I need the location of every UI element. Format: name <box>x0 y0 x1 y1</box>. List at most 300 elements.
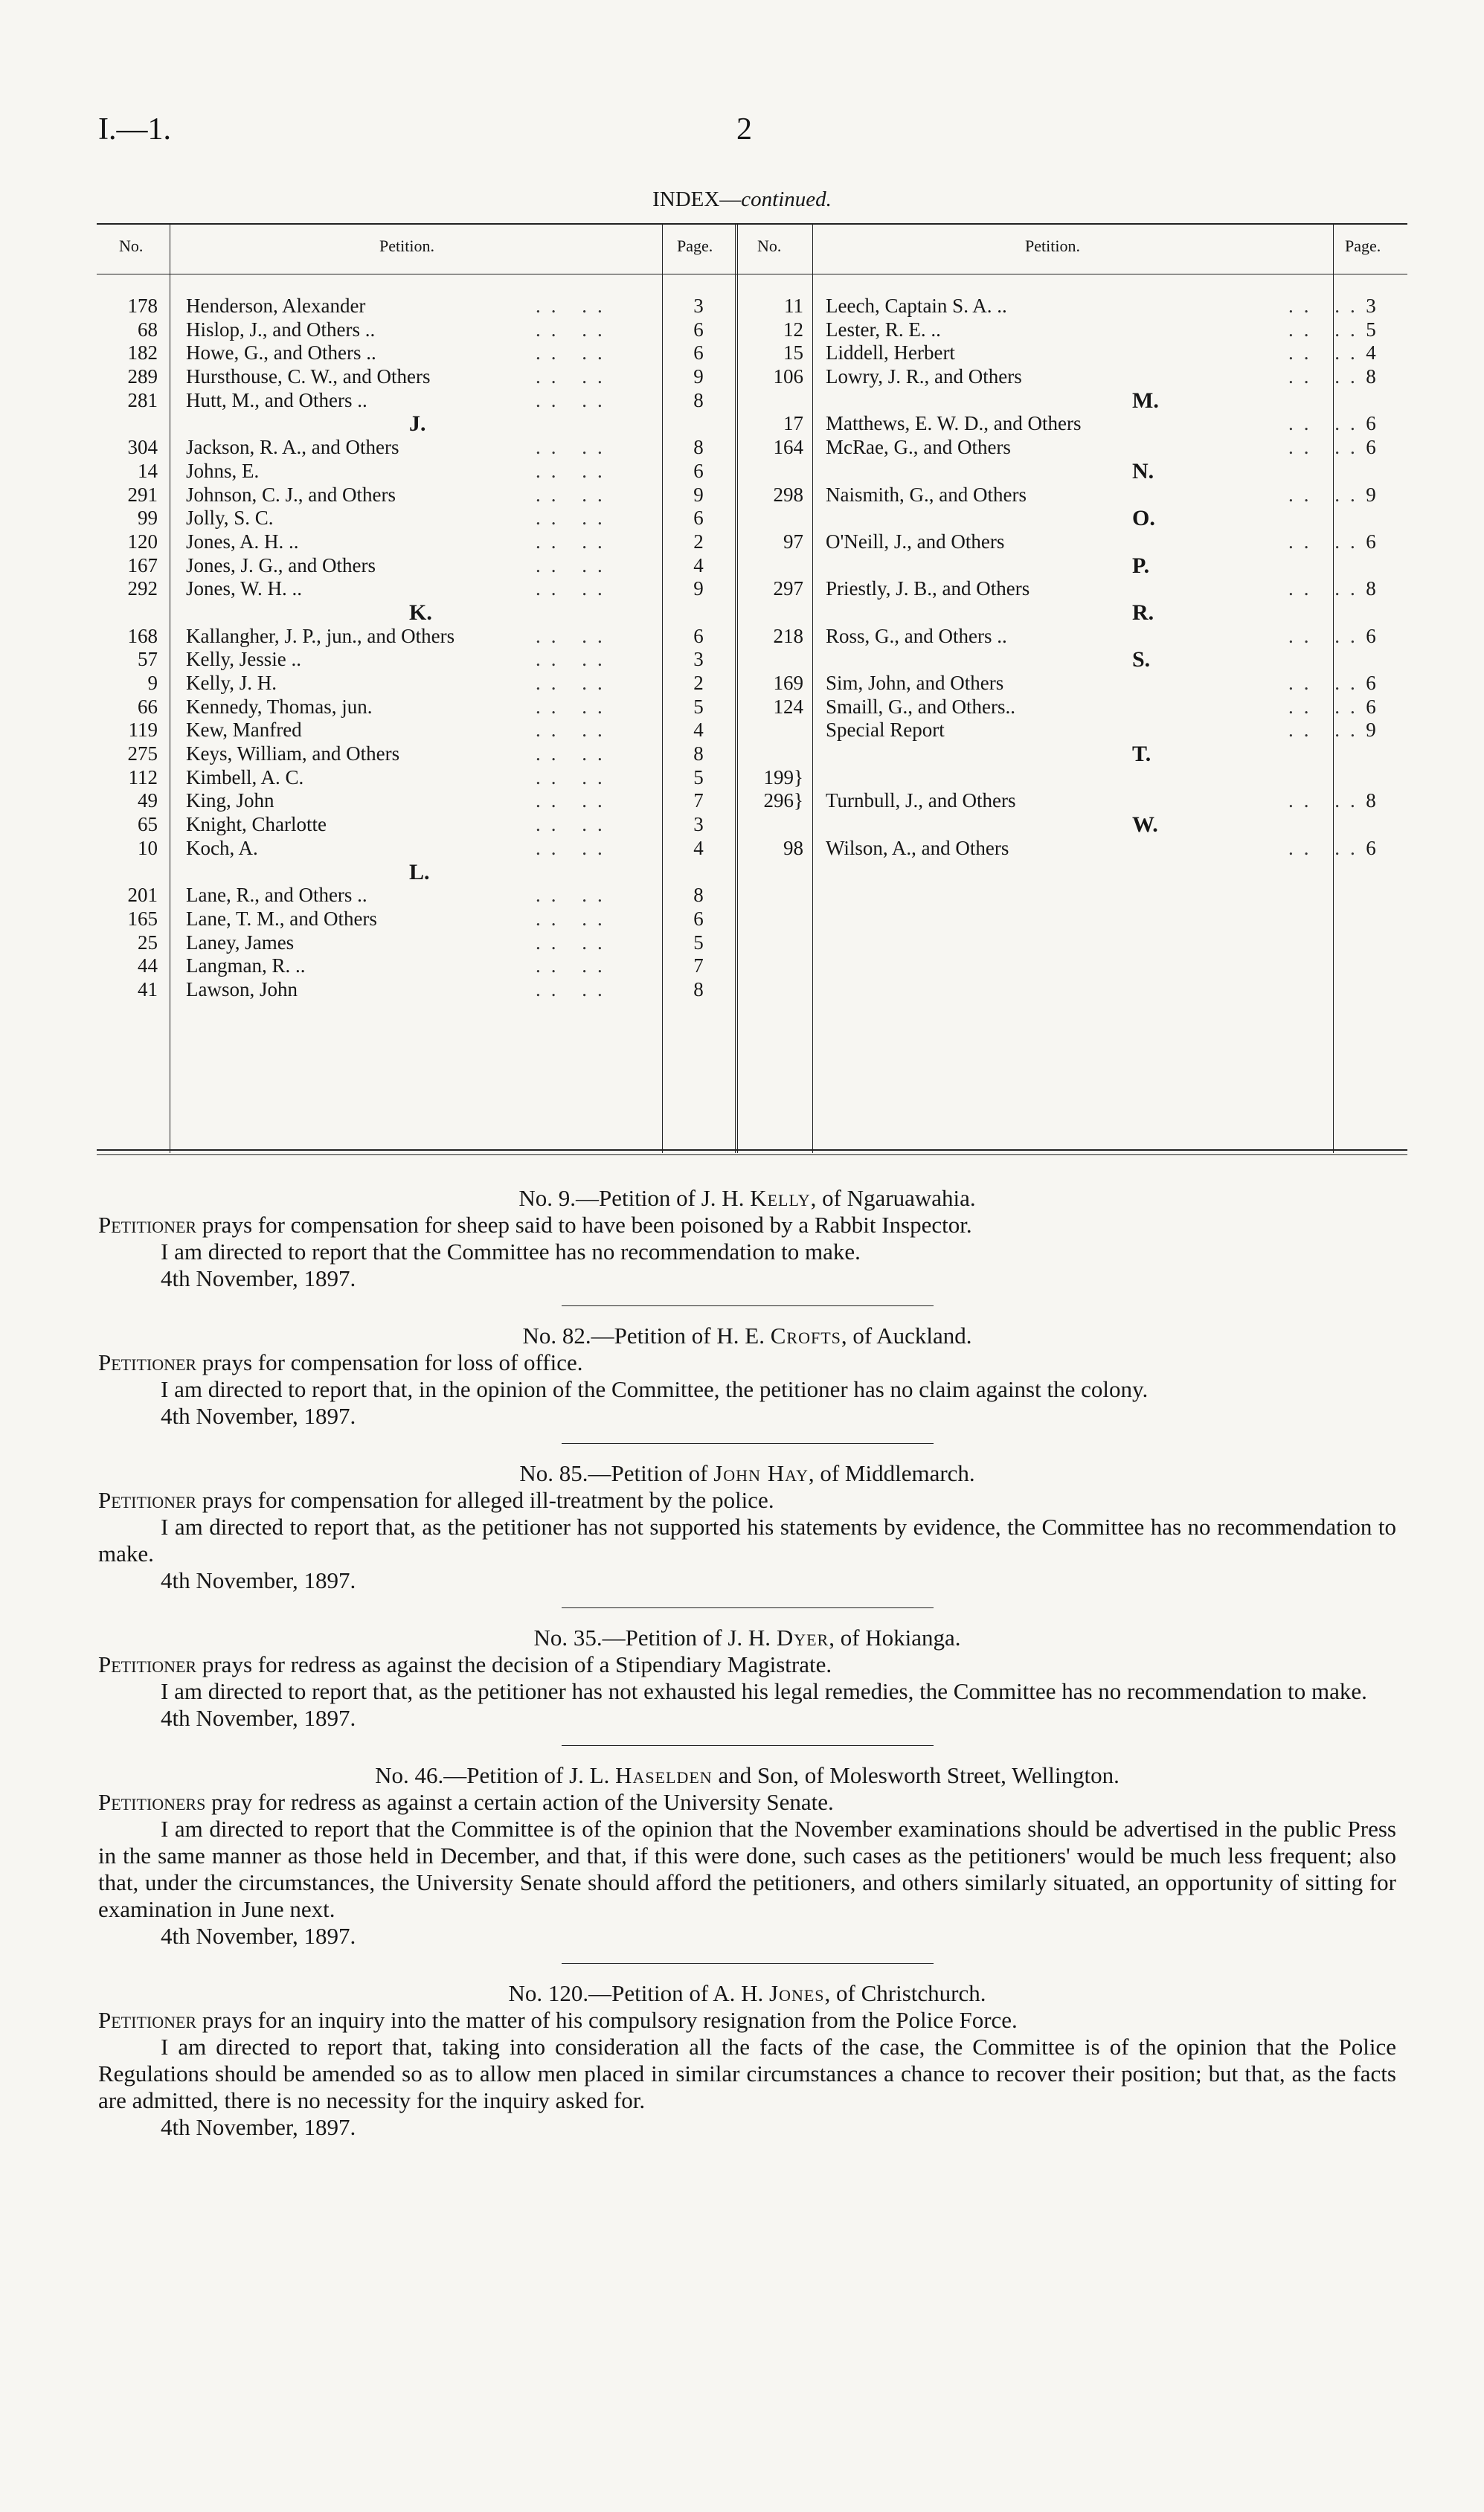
petitioner-name: Ross, G., and Others .. <box>826 624 1007 647</box>
leader-dots: .. .. <box>1288 836 1366 859</box>
index-row <box>97 318 735 342</box>
page-reference: 8 <box>1366 577 1376 600</box>
index-row <box>97 484 735 507</box>
prayer-text: prays for an inquiry into the matter of his compulsory resignation from the Police Force. <box>196 2007 1018 2033</box>
report-date: 4th November, 1897. <box>161 2114 356 2140</box>
petitioner-name: Keys, William, and Others <box>186 742 400 765</box>
report-date: 4th November, 1897. <box>161 1567 356 1593</box>
leader-dots: .. .. <box>536 884 613 907</box>
leader-dots: .. .. <box>536 295 613 317</box>
index-row <box>97 672 735 696</box>
index-row <box>97 295 735 318</box>
page-reference: 4 <box>693 836 704 859</box>
committee-report: I am directed to report that the Committee has no recommendation to make. <box>161 1239 861 1265</box>
page-reference: 8 <box>693 977 704 1000</box>
index-letter-heading <box>97 412 735 436</box>
leader-dots: .. .. <box>536 318 613 341</box>
index-row <box>97 460 735 484</box>
index-letter-heading <box>738 554 1407 578</box>
index-letter-heading <box>738 813 1407 837</box>
page-reference: 2 <box>693 530 704 553</box>
letter-text: P. <box>1132 553 1150 578</box>
petition-number: 106 <box>773 365 803 388</box>
petitioner-name: Koch, A. <box>186 836 258 859</box>
petitioner-name: Johns, E. <box>186 459 260 482</box>
petitioner-name: Laney, James <box>186 931 295 954</box>
petition-number: 49 <box>138 789 158 812</box>
index-row <box>97 554 735 578</box>
index-row <box>97 507 735 530</box>
petition-prayer <box>98 1651 1396 1678</box>
report-date: 4th November, 1897. <box>161 1923 356 1949</box>
leader-dots: .. .. <box>536 577 613 600</box>
petition-title-prefix: No. 46.—Petition of J. L. <box>375 1762 616 1788</box>
petitioner-name: Henderson, Alexander <box>186 295 366 317</box>
page-reference: 5 <box>693 931 704 954</box>
page-reference: 6 <box>693 907 704 930</box>
index-row <box>97 436 735 460</box>
index-row <box>97 954 735 978</box>
column-header-page: Page. <box>1345 237 1381 255</box>
petitioner-surname: John Hay <box>713 1460 809 1486</box>
leader-dots: .. .. <box>1288 789 1366 812</box>
letter-text: J. <box>409 411 426 437</box>
petition-number: 66 <box>138 695 158 718</box>
petition-number: 15 <box>783 341 803 364</box>
petition-number: 120 <box>127 530 158 553</box>
leader-dots: .. .. <box>536 530 613 553</box>
petitioner-lead: Petitioner <box>98 1651 197 1677</box>
index-row <box>97 577 735 601</box>
petition-title <box>98 1980 1396 2007</box>
page-reference: 8 <box>693 884 704 907</box>
leader-dots: .. .. <box>1288 365 1366 388</box>
leader-dots: .. .. <box>536 388 613 411</box>
leader-dots: .. .. <box>536 836 613 859</box>
page-reference: 6 <box>693 341 704 364</box>
letter-text: N. <box>1132 458 1154 484</box>
petitioner-name: Langman, R. .. <box>186 954 306 977</box>
leader-dots: .. .. <box>1288 672 1366 694</box>
page-reference: 9 <box>1366 719 1376 742</box>
index-letter-heading <box>738 507 1407 530</box>
leader-dots: .. .. <box>1288 719 1366 742</box>
petition-title <box>98 1762 1396 1789</box>
petitioner-name: Kew, Manfred <box>186 719 302 742</box>
petitioner-lead: Petitioner <box>98 1349 197 1375</box>
petitioner-name: Liddell, Herbert <box>826 341 955 364</box>
petition-number: 281 <box>127 388 158 411</box>
petition-title-prefix: No. 35.—Petition of J. H. <box>533 1625 777 1651</box>
index-row <box>738 789 1407 813</box>
page-reference: 8 <box>693 742 704 765</box>
committee-report: I am directed to report that the Committee is of the opinion that the November examinations should be advertised in the public Press in the same manner as those held in December, and that, if this were done, such cases as the petitioners' would be much less frequent; also that, under the circumstances, the University Senate should afford the petitioners, and others similarly situated, an opportunity of sitting for examination in June next. <box>98 1816 1396 1922</box>
petition-number: 296} <box>763 789 803 812</box>
petitioner-name: King, John <box>186 789 274 812</box>
section-separator <box>562 1963 934 1964</box>
leader-dots: .. .. <box>1288 295 1366 317</box>
leader-dots: .. .. <box>1288 412 1366 435</box>
petition-number: 199} <box>763 765 803 788</box>
petition-number: 297 <box>773 577 803 600</box>
page-reference: 4 <box>693 719 704 742</box>
petition-number: 11 <box>784 295 803 317</box>
index-title-continued: continued. <box>741 187 832 211</box>
index-row <box>738 412 1407 436</box>
petition-prayer <box>98 1349 1396 1376</box>
page-reference: 6 <box>1366 836 1376 859</box>
index-row <box>97 365 735 389</box>
index-left-column <box>97 295 735 1002</box>
prayer-text: prays for compensation for loss of office. <box>196 1349 583 1375</box>
petition-title <box>98 1185 1396 1212</box>
petition-title-prefix: No. 82.—Petition of H. E. <box>522 1323 771 1349</box>
petition-title-suffix: , of Auckland. <box>841 1323 972 1349</box>
index-row <box>738 341 1407 365</box>
page-reference: 7 <box>693 954 704 977</box>
index-row <box>738 837 1407 861</box>
petition-number: 298 <box>773 483 803 506</box>
page-reference: 9 <box>1366 483 1376 506</box>
leader-dots: .. .. <box>536 719 613 742</box>
leader-dots: .. .. <box>1288 695 1366 718</box>
page-reference: 6 <box>1366 530 1376 553</box>
prayer-text: prays for redress as against the decision of a Stipendiary Magistrate. <box>196 1651 832 1677</box>
page-reference: 8 <box>1366 789 1376 812</box>
index-row <box>97 530 735 554</box>
page-reference: 5 <box>1366 318 1376 341</box>
index-row <box>738 672 1407 696</box>
page-reference: 6 <box>1366 436 1376 459</box>
leader-dots: .. .. <box>1288 483 1366 506</box>
index-letter-heading <box>738 460 1407 484</box>
petitioner-name: Kimbell, A. C. <box>186 765 304 788</box>
petition-number: 291 <box>127 483 158 506</box>
petition-title-suffix: , of Christchurch. <box>824 1980 986 2006</box>
petitioner-name: Howe, G., and Others .. <box>186 341 376 364</box>
petitioner-name: Hutt, M., and Others .. <box>186 388 367 411</box>
page-reference: 6 <box>1366 695 1376 718</box>
petition-number: 292 <box>127 577 158 600</box>
index-row <box>738 530 1407 554</box>
page-number: 2 <box>736 112 752 147</box>
section-separator <box>562 1607 934 1608</box>
petitioner-name: McRae, G., and Others <box>826 436 1011 459</box>
committee-report: I am directed to report that, in the opinion of the Committee, the petitioner has no claim against the colony. <box>161 1376 1149 1402</box>
petitioner-name: Knight, Charlotte <box>186 813 327 836</box>
petitioner-name: Special Report <box>826 719 945 742</box>
page-reference: 2 <box>693 672 704 694</box>
leader-dots: .. .. <box>536 931 613 954</box>
column-header-petition: Petition. <box>379 237 434 255</box>
petition-number: 218 <box>773 624 803 647</box>
page-reference: 9 <box>693 365 704 388</box>
page-reference: 8 <box>693 436 704 459</box>
leader-dots: .. .. <box>536 977 613 1000</box>
index-title-main: INDEX— <box>652 187 742 211</box>
petition-number: 25 <box>138 931 158 954</box>
section-separator <box>562 1443 934 1444</box>
petition-prayer <box>98 1789 1396 1816</box>
petitioner-name: Lawson, John <box>186 977 298 1000</box>
index-letter-heading <box>738 648 1407 672</box>
petition-number: 112 <box>128 765 158 788</box>
page-reference: 8 <box>693 388 704 411</box>
page-reference: 3 <box>693 648 704 671</box>
index-letter-heading <box>97 601 735 625</box>
petition-number: 99 <box>138 507 158 530</box>
index-row <box>97 837 735 861</box>
page-reference: 4 <box>693 553 704 576</box>
index-row <box>97 742 735 766</box>
index-row <box>97 696 735 719</box>
petition-number: 119 <box>128 719 158 742</box>
petition-number: 17 <box>783 412 803 435</box>
petition-number: 182 <box>127 341 158 364</box>
page-reference: 3 <box>693 813 704 836</box>
petition-number: 178 <box>127 295 158 317</box>
page-reference: 6 <box>1366 672 1376 694</box>
petition-entry <box>98 1980 1396 2141</box>
letter-text: R. <box>1132 600 1154 625</box>
petition-title-prefix: No. 120.—Petition of A. H. <box>508 1980 769 2006</box>
petition-number: 10 <box>138 836 158 859</box>
petitioner-name: Jones, J. G., and Others <box>186 553 376 576</box>
petitioner-name: Kelly, J. H. <box>186 672 277 694</box>
index-letter-heading <box>97 861 735 884</box>
leader-dots: .. .. <box>536 483 613 506</box>
index-row <box>97 884 735 908</box>
table-bottom-rule <box>97 1149 1407 1151</box>
leader-dots: .. .. <box>536 813 613 836</box>
petitioner-name: Priestly, J. B., and Others <box>826 577 1030 600</box>
petition-prayer <box>98 1487 1396 1514</box>
leader-dots: .. .. <box>536 954 613 977</box>
petitioner-name: Kennedy, Thomas, jun. <box>186 695 373 718</box>
letter-text: O. <box>1132 506 1155 531</box>
page-reference: 9 <box>693 483 704 506</box>
petitioner-name: Naismith, G., and Others <box>826 483 1027 506</box>
index-row <box>97 813 735 837</box>
petitioner-surname: Crofts <box>770 1323 841 1349</box>
petition-number: 201 <box>127 884 158 907</box>
petitioner-name: Lane, T. M., and Others <box>186 907 377 930</box>
petitioner-name: Sim, John, and Others <box>826 672 1004 694</box>
petition-entry <box>98 1323 1396 1430</box>
petitioner-name: Lester, R. E. .. <box>826 318 941 341</box>
column-header-page: Page. <box>677 237 713 255</box>
page-reference: 6 <box>693 459 704 482</box>
page-reference: 9 <box>693 577 704 600</box>
page-reference: 3 <box>693 295 704 317</box>
petition-number: 167 <box>127 553 158 576</box>
index-row <box>97 719 735 742</box>
petition-number: 304 <box>127 436 158 459</box>
leader-dots: .. .. <box>536 365 613 388</box>
page-reference: 6 <box>693 624 704 647</box>
petitioner-lead: Petitioner <box>98 1212 197 1238</box>
petition-title <box>98 1323 1396 1349</box>
page-reference: 5 <box>693 695 704 718</box>
index-row <box>738 436 1407 460</box>
letter-text: K. <box>409 600 432 625</box>
petition-entry <box>98 1625 1396 1732</box>
report-date: 4th November, 1897. <box>161 1265 356 1291</box>
leader-dots: .. .. <box>1288 341 1366 364</box>
index-row <box>97 931 735 955</box>
leader-dots: .. .. <box>1288 577 1366 600</box>
committee-report: I am directed to report that, taking into consideration all the facts of the case, the Committee is of the opinion that the Police Regulations should be amended so as to allow men placed in similar circumstances a chance to recover their position; but that, as the facts are admitted, there is no necessity for the inquiry asked for. <box>98 2034 1396 2113</box>
leader-dots: .. .. <box>1288 318 1366 341</box>
leader-dots: .. .. <box>536 648 613 671</box>
petitioner-lead: Petitioner <box>98 2007 197 2033</box>
leader-dots: .. .. <box>536 436 613 459</box>
petition-number: 98 <box>783 836 803 859</box>
index-row <box>738 766 1407 790</box>
petition-title-suffix: and Son, of Molesworth Street, Wellington. <box>712 1762 1120 1788</box>
petitioner-name: Kelly, Jessie .. <box>186 648 301 671</box>
leader-dots: .. .. <box>536 672 613 694</box>
index-table <box>97 223 1407 1160</box>
section-separator <box>562 1745 934 1746</box>
petition-number: 41 <box>138 977 158 1000</box>
petitioner-surname: Jones <box>769 1980 825 2006</box>
leader-dots: .. .. <box>1288 624 1366 647</box>
petitioner-name: Turnbull, J., and Others <box>826 789 1016 812</box>
prayer-text: prays for compensation for alleged ill-treatment by the police. <box>196 1487 774 1513</box>
petition-title <box>98 1460 1396 1487</box>
table-top-rule <box>97 223 1407 225</box>
index-row <box>97 978 735 1002</box>
petition-number: 44 <box>138 954 158 977</box>
leader-dots: .. .. <box>536 507 613 530</box>
petitioner-name: Wilson, A., and Others <box>826 836 1009 859</box>
report-date: 4th November, 1897. <box>161 1403 356 1429</box>
column-header-no: No. <box>119 237 144 255</box>
petition-title-prefix: No. 9.—Petition of J. H. <box>518 1185 751 1211</box>
page-reference: 6 <box>1366 412 1376 435</box>
index-row <box>738 295 1407 318</box>
index-right-column <box>738 295 1407 861</box>
petitioner-name: Lane, R., and Others .. <box>186 884 367 907</box>
petitioner-name: Jolly, S. C. <box>186 507 274 530</box>
petition-number: 65 <box>138 813 158 836</box>
prayer-text: prays for compensation for sheep said to have been poisoned by a Rabbit Inspector. <box>196 1212 972 1238</box>
petition-title-suffix: , of Hokianga. <box>829 1625 961 1651</box>
page-reference: 6 <box>693 507 704 530</box>
leader-dots: .. .. <box>536 765 613 788</box>
index-row <box>97 389 735 413</box>
petition-number: 97 <box>783 530 803 553</box>
petitioner-name: O'Neill, J., and Others <box>826 530 1005 553</box>
leader-dots: .. .. <box>1288 436 1366 459</box>
index-row <box>738 719 1407 742</box>
petition-entry <box>98 1185 1396 1292</box>
index-row <box>738 484 1407 507</box>
petitioner-name: Matthews, E. W. D., and Others <box>826 412 1082 435</box>
page-reference: 7 <box>693 789 704 812</box>
petition-prayer <box>98 1212 1396 1239</box>
index-row <box>97 766 735 790</box>
index-row <box>738 577 1407 601</box>
petitioner-lead: Petitioner <box>98 1487 197 1513</box>
index-row <box>738 365 1407 389</box>
petition-title-prefix: No. 85.—Petition of <box>519 1460 714 1486</box>
page-reference: 4 <box>1366 341 1376 364</box>
page-reference: 8 <box>1366 365 1376 388</box>
leader-dots: .. .. <box>536 341 613 364</box>
leader-dots: .. .. <box>536 695 613 718</box>
leader-dots: .. .. <box>536 624 613 647</box>
table-bottom-rule-thin <box>97 1154 1407 1155</box>
petitioner-name: Jones, W. H. .. <box>186 577 303 600</box>
petitioner-surname: Kelly <box>750 1185 811 1211</box>
index-row <box>97 789 735 813</box>
letter-text: W. <box>1132 812 1158 838</box>
letter-text: S. <box>1132 647 1151 672</box>
letter-text: L. <box>409 859 430 884</box>
petitioner-name: Johnson, C. J., and Others <box>186 483 396 506</box>
index-row <box>97 908 735 931</box>
petitioner-name: Jones, A. H. .. <box>186 530 299 553</box>
leader-dots: .. .. <box>536 742 613 765</box>
petition-entry <box>98 1460 1396 1594</box>
petitioner-lead: Petitioners <box>98 1789 206 1815</box>
index-row <box>97 625 735 649</box>
petition-title-suffix: , of Middlemarch. <box>808 1460 975 1486</box>
petitioner-name: Hursthouse, C. W., and Others <box>186 365 431 388</box>
leader-dots: .. .. <box>536 789 613 812</box>
committee-report: I am directed to report that, as the petitioner has not supported his statements by evidence, the Committee has no recommendation to make. <box>98 1514 1396 1567</box>
petition-number: 165 <box>127 907 158 930</box>
leader-dots: .. .. <box>536 459 613 482</box>
petition-entry <box>98 1762 1396 1950</box>
index-row <box>738 318 1407 342</box>
petition-number: 14 <box>138 459 158 482</box>
index-row <box>738 696 1407 719</box>
petition-number: 275 <box>127 742 158 765</box>
leader-dots: .. .. <box>536 553 613 576</box>
prayer-text: pray for redress as against a certain action of the University Senate. <box>205 1789 834 1815</box>
petitioner-name: Smaill, G., and Others.. <box>826 695 1015 718</box>
report-date: 4th November, 1897. <box>161 1705 356 1731</box>
petitioner-name: Leech, Captain S. A. .. <box>826 295 1007 317</box>
index-letter-heading <box>738 742 1407 766</box>
index-letter-heading <box>738 389 1407 413</box>
leader-dots: .. .. <box>1288 530 1366 553</box>
petition-title-suffix: , of Ngaruawahia. <box>810 1185 976 1211</box>
petition-number: 168 <box>127 624 158 647</box>
index-row <box>738 625 1407 649</box>
petition-number: 68 <box>138 318 158 341</box>
page-reference: 6 <box>1366 624 1376 647</box>
document-reference: I.—1. <box>98 112 171 147</box>
petitioner-name: Lowry, J. R., and Others <box>826 365 1022 388</box>
section-separator <box>562 1305 934 1306</box>
page-reference: 5 <box>693 765 704 788</box>
petition-number: 9 <box>147 672 158 694</box>
petitions-section <box>98 1172 1396 2141</box>
petition-number: 164 <box>773 436 803 459</box>
index-row <box>97 341 735 365</box>
page-reference: 6 <box>693 318 704 341</box>
committee-report: I am directed to report that, as the petitioner has not exhausted his legal remedies, the Committee has no recommendation to make. <box>161 1678 1367 1704</box>
petition-number: 289 <box>127 365 158 388</box>
letter-text: M. <box>1132 388 1159 413</box>
petition-number: 169 <box>773 672 803 694</box>
petitioner-surname: Dyer <box>776 1625 829 1651</box>
page-reference: 3 <box>1366 295 1376 317</box>
